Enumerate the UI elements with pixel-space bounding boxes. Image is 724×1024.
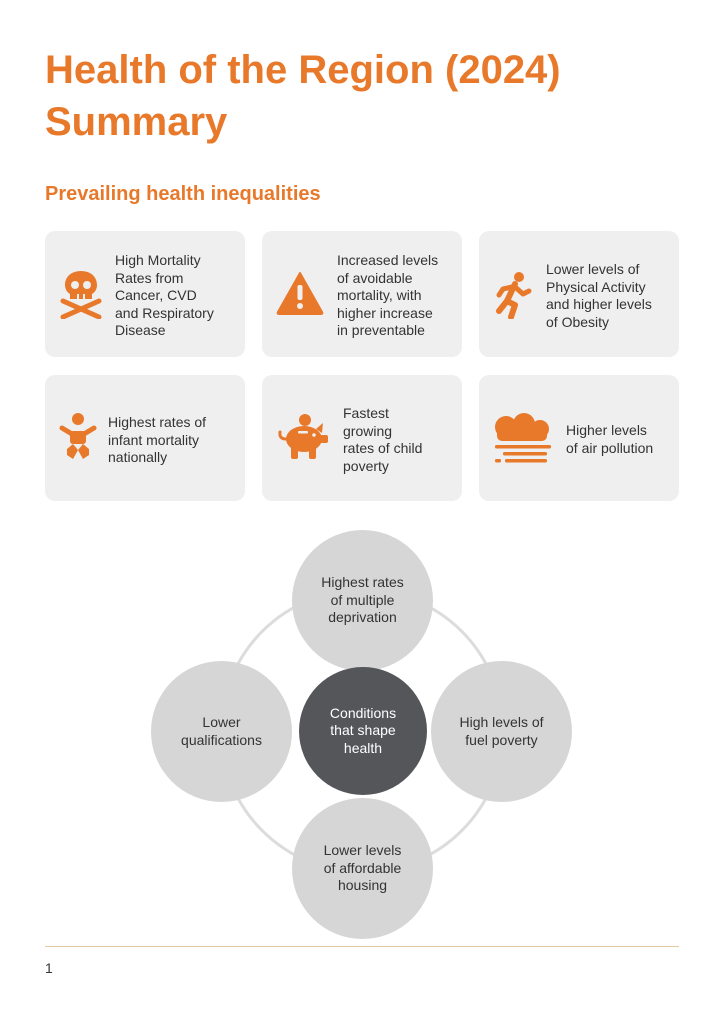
card-physical-activity: [479, 231, 679, 357]
baby-icon: [59, 413, 97, 461]
card-child-poverty: [262, 375, 462, 501]
card-mortality: [45, 231, 245, 357]
title-line-2: Summary: [45, 100, 228, 144]
warning-icon: [276, 271, 324, 315]
footer-divider: [45, 946, 679, 947]
card-avoidable-mortality: [262, 231, 462, 357]
card-text: High Mortality Rates from Cancer, CVD and Respiratory Disease: [115, 252, 214, 338]
circle-multiple-deprivation: Highest rates of multiple deprivation: [292, 530, 433, 671]
smog-icon: [493, 413, 553, 463]
title-line-1: Health of the Region (2024): [45, 48, 561, 92]
card-text: Higher levels of air pollution: [566, 422, 654, 456]
card-text: Highest rates of infant mortality nationally: [108, 414, 207, 465]
page-number: 1: [45, 960, 53, 976]
circle-fuel-poverty: High levels of fuel poverty: [431, 661, 572, 802]
page-title: [45, 44, 685, 148]
conditions-diagram: [150, 525, 575, 940]
piggy-bank-icon: [276, 413, 330, 461]
card-text: Fastest growing rates of child poverty: [343, 405, 423, 474]
circle-conditions-center: Conditions that shape health: [299, 667, 427, 795]
circle-lower-qualifications: Lower qualifications: [151, 661, 292, 802]
card-text: Increased levels of avoidable mortality, with higher increase in preventable: [337, 252, 439, 338]
card-text: Lower levels of Physical Activity and higher levels of Obesity: [546, 261, 652, 330]
skull-crossbones-icon: [59, 269, 103, 319]
running-person-icon: [493, 271, 533, 319]
circle-affordable-housing: Lower levels of affordable housing: [292, 798, 433, 939]
card-air-pollution: [479, 375, 679, 501]
card-infant-mortality: [45, 375, 245, 501]
section-subtitle: Prevailing health inequalities: [45, 183, 321, 205]
